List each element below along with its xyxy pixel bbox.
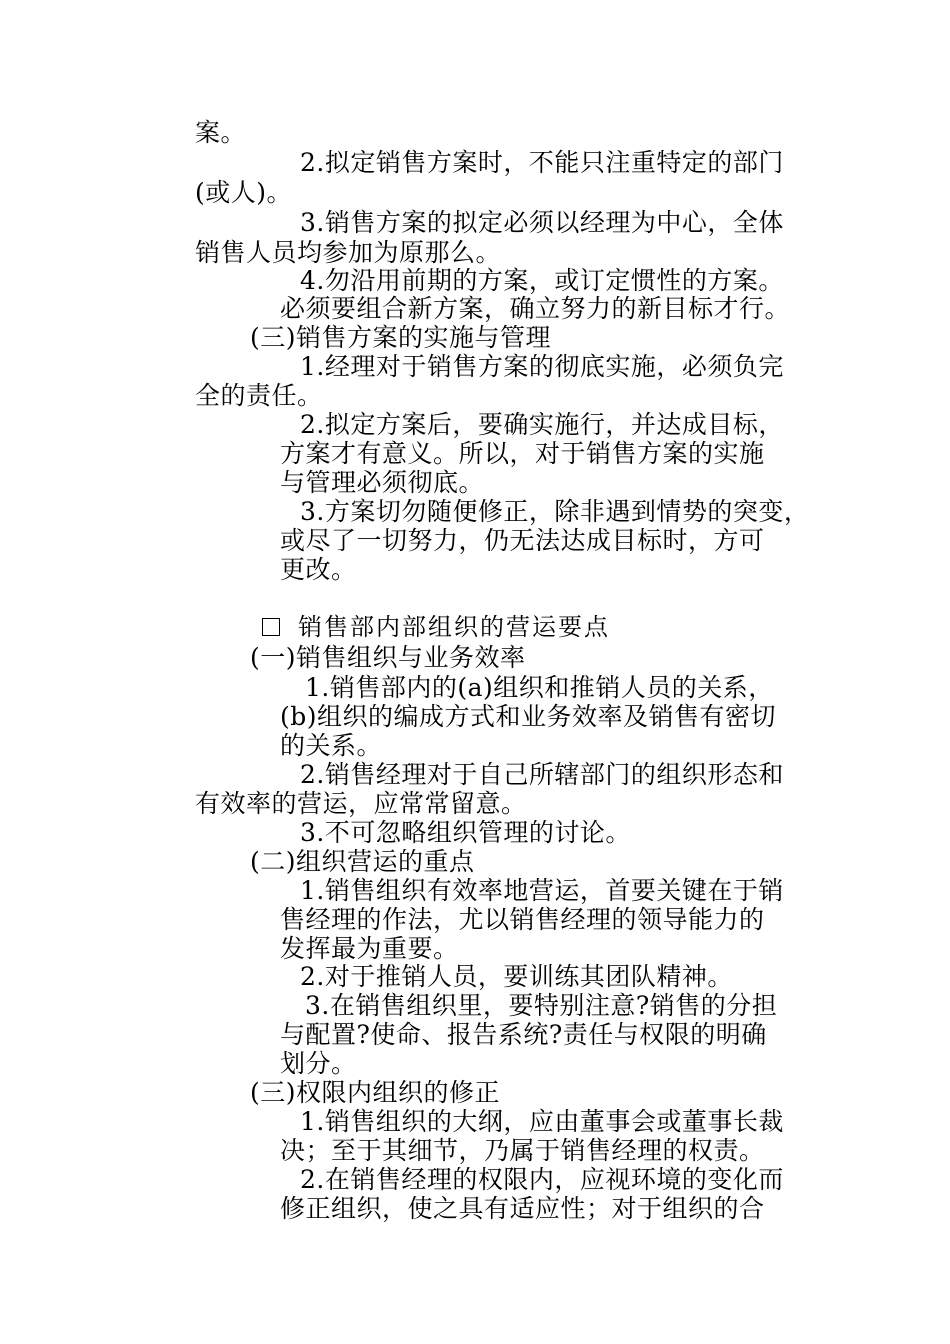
text-line: 1.销售组织的大纲，应由董事会或董事长裁 (300, 1107, 784, 1136)
section-heading-text: 销售部内部组织的营运要点 (298, 613, 610, 641)
text-line: 或尽了一切努力，仍无法达成目标时，方可 (280, 526, 765, 555)
text-line: 全的责任。 (195, 381, 323, 410)
text-line: 划分。 (280, 1049, 357, 1078)
text-line: 2.拟定销售方案时，不能只注重特定的部门 (300, 148, 784, 177)
text-line: 销售人员均参加为原那么。 (195, 238, 502, 267)
text-line: 3.方案切勿随便修正，除非遇到情势的突变， (300, 497, 810, 526)
text-line: 方案才有意义。所以，对于销售方案的实施 (280, 439, 765, 468)
checkbox-square-icon (262, 618, 280, 636)
text-line: 2.在销售经理的权限内，应视环境的变化而 (300, 1165, 784, 1194)
text-line: 3.在销售组织里，要特别注意?销售的分担 (305, 991, 778, 1020)
text-line: (三)销售方案的实施与管理 (250, 323, 552, 352)
text-line: 与管理必须彻底。 (280, 468, 485, 497)
text-line: 决；至于其细节，乃属于销售经理的权责。 (280, 1136, 765, 1165)
text-line: 1.销售组织有效率地营运，首要关键在于销 (300, 876, 784, 905)
text-line: 与配置?使命、报告系统?责任与权限的明确 (280, 1020, 767, 1049)
text-line: 1.经理对于销售方案的彻底实施，必须负完 (300, 352, 784, 381)
text-line: 的关系。 (280, 731, 383, 760)
text-line: 案。 (195, 118, 247, 147)
text-line: 必须要组合新方案，确立努力的新目标才行。 (280, 294, 791, 323)
text-line: 修正组织，使之具有适应性；对于组织的合 (280, 1194, 765, 1223)
text-line: 3.销售方案的拟定必须以经理为中心，全体 (300, 208, 784, 237)
section-heading (262, 612, 610, 642)
text-line: (b)组织的编成方式和业务效率及销售有密切 (280, 702, 777, 731)
text-line: (三)权限内组织的修正 (250, 1078, 501, 1107)
text-line: 2.销售经理对于自己所辖部门的组织形态和 (300, 760, 784, 789)
text-line: 2.拟定方案后，要确实施行，并达成目标， (300, 410, 784, 439)
text-line: 更改。 (280, 555, 357, 584)
text-line: 有效率的营运，应常常留意。 (195, 789, 527, 818)
text-line: 3.不可忽略组织管理的讨论。 (300, 818, 631, 847)
text-line: (或人)。 (195, 178, 293, 207)
text-line: (二)组织营运的重点 (250, 847, 475, 876)
text-line: 4.勿沿用前期的方案，或订定惯性的方案。 (300, 266, 784, 295)
text-line: 售经理的作法，尤以销售经理的领导能力的 (280, 905, 765, 934)
text-line: 2.对于推销人员，要训练其团队精神。 (300, 962, 733, 991)
text-line: 1.销售部内的(a)组织和推销人员的关系， (305, 673, 774, 702)
text-line: 发挥最为重要。 (280, 934, 459, 963)
text-line: (一)销售组织与业务效率 (250, 643, 526, 672)
